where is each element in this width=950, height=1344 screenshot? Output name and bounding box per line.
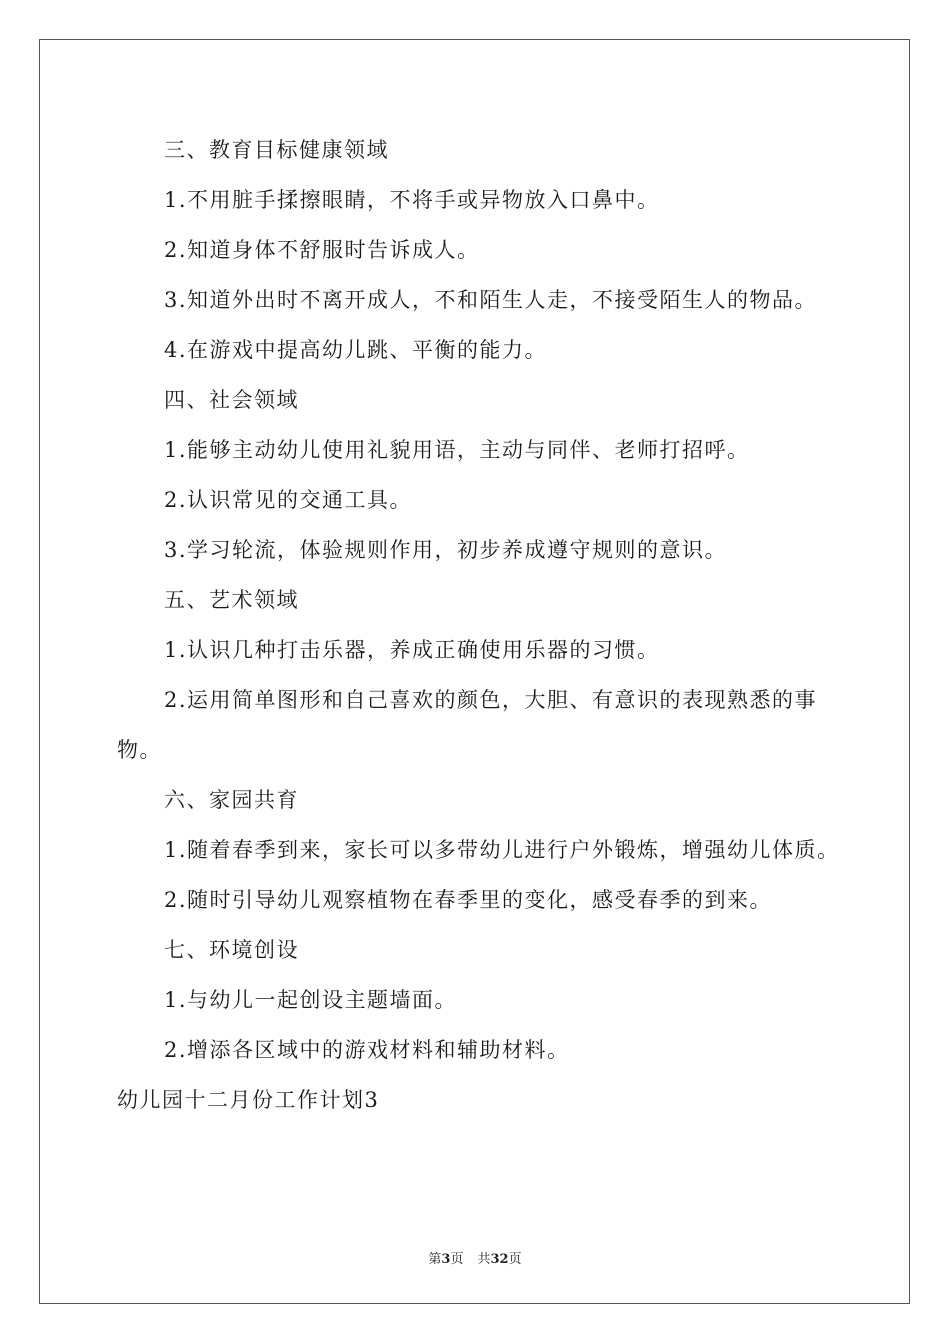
- list-item: 2.认识常见的交通工具。: [164, 488, 413, 512]
- list-item: 1.认识几种打击乐器，养成正确使用乐器的习惯。: [164, 638, 660, 662]
- section-heading-home-school: 六、家园共育: [164, 788, 299, 812]
- list-item: 1.与幼儿一起创设主题墙面。: [164, 988, 458, 1012]
- list-item: 2.知道身体不舒服时告诉成人。: [164, 238, 480, 262]
- list-item: 2.随时引导幼儿观察植物在春季里的变化，感受春季的到来。: [164, 888, 773, 912]
- section-heading-social: 四、社会领域: [164, 388, 299, 412]
- section-heading-health: 三、教育目标健康领域: [164, 138, 389, 162]
- section-heading-environment: 七、环境创设: [164, 938, 299, 962]
- list-item: 4.在游戏中提高幼儿跳、平衡的能力。: [164, 338, 548, 362]
- list-item: 1.能够主动幼儿使用礼貌用语，主动与同伴、老师打招呼。: [164, 438, 750, 462]
- list-item: 2.运用简单图形和自己喜欢的颜色，大胆、有意识的表现熟悉的事物。: [117, 688, 818, 762]
- list-item: 3.知道外出时不离开成人，不和陌生人走，不接受陌生人的物品。: [164, 288, 818, 312]
- total-suffix: 页: [508, 1252, 522, 1267]
- document-body: [117, 125, 847, 1125]
- page-footer: [0, 1248, 950, 1267]
- page-number: 3: [441, 1252, 451, 1267]
- list-item: 1.不用脏手揉擦眼睛，不将手或异物放入口鼻中。: [164, 188, 660, 212]
- list-item: 1.随着春季到来，家长可以多带幼儿进行户外锻炼，增强幼儿体质。: [164, 838, 840, 862]
- document-title-next: 幼儿园十二月份工作计划3: [117, 1088, 380, 1112]
- page-suffix: 页: [450, 1252, 464, 1267]
- total-prefix: 共: [477, 1252, 491, 1267]
- list-item: 3.学习轮流，体验规则作用，初步养成遵守规则的意识。: [164, 538, 728, 562]
- page-prefix: 第: [428, 1252, 442, 1267]
- list-item: 2.增添各区域中的游戏材料和辅助材料。: [164, 1038, 570, 1062]
- total-pages: 32: [490, 1252, 509, 1267]
- section-heading-art: 五、艺术领域: [164, 588, 299, 612]
